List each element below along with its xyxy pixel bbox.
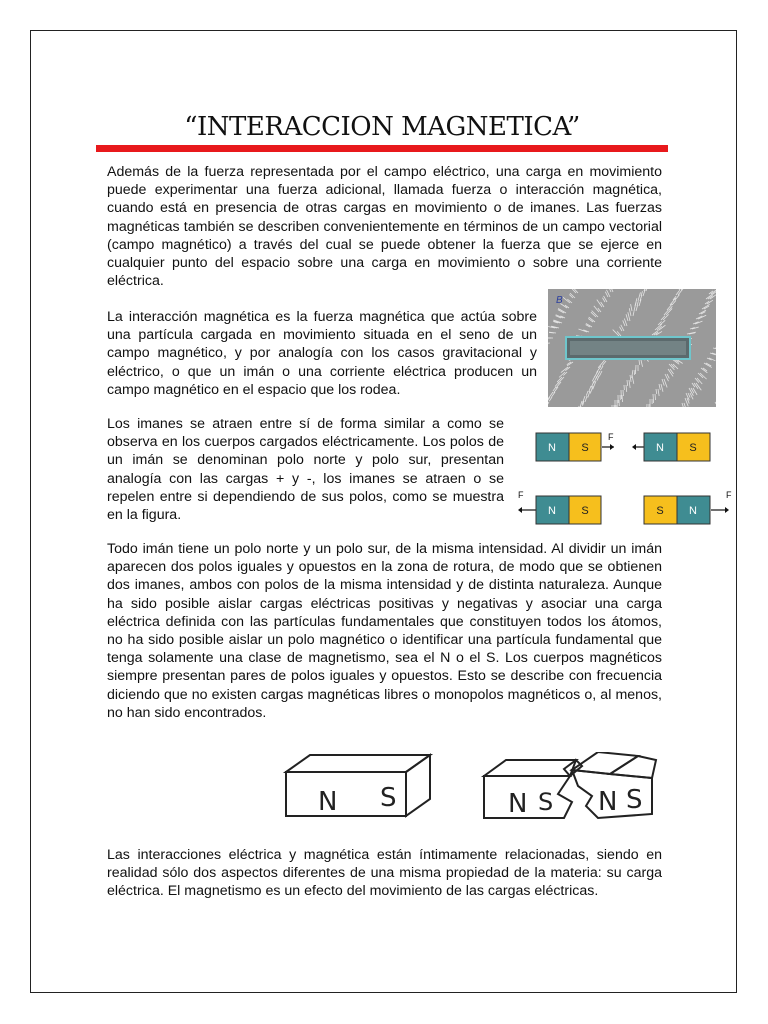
pole-label-n: N bbox=[548, 505, 556, 517]
field-line-stroke bbox=[549, 332, 554, 333]
field-line-stroke bbox=[655, 394, 656, 400]
field-label-b: B bbox=[556, 295, 563, 306]
broken-right-s: S bbox=[626, 785, 643, 815]
page-title: “INTERACCION MAGNETICA” bbox=[184, 112, 580, 142]
paragraph-poles: Los imanes se atraen entre sí de forma similar a como se observa en los cuerpos cargados eléctricamente. Los polos de un imán se denominan polo norte y polo sur, presentan analogía con las cargas + y -, los imanes se atraen o se repelen entre si dependiendo de sus polos, como se muestra en la figura. bbox=[107, 416, 504, 524]
arrow-right-icon bbox=[725, 507, 729, 513]
force-label-f: F bbox=[518, 490, 524, 500]
title-underline bbox=[96, 145, 668, 152]
paragraph-conclusion: Las interacciones eléctrica y magnética están íntimamente relacionadas, siendo en realidad sólo dos aspectos diferentes de una misma propiedad de la materia: su carga eléctrica. El magnetismo es un efecto del movimiento de las cargas eléctricas. bbox=[107, 847, 662, 900]
pole-label-s: S bbox=[689, 442, 697, 454]
paragraph-interaction: La interacción magnética es la fuerza magnética que actúa sobre una partícula cargada en movimiento situada en el seno de un campo magnético, y por analogía con los casos gravitacional y eléctrico, o que un imán o una corriente eléctrica producen un campo magnético en el espacio que los rodea. bbox=[107, 309, 537, 398]
broken-half-left-drawing bbox=[484, 760, 582, 819]
pole-label-s: S bbox=[581, 442, 589, 454]
broken-right-n: N bbox=[598, 787, 618, 817]
force-label-f: F bbox=[608, 432, 614, 442]
magnetic-field-image bbox=[548, 289, 716, 407]
paragraph-division: Todo imán tiene un polo norte y un polo sur, de la misma intensidad. Al dividir un imán aparecen dos polos iguales y opuestos en la zona de rotura, de modo que se obtienen dos imanes, ambos con polos de la misma intensidad y de distinta naturaleza. Aunque ha sido posible aislar cargas eléctricas positivas y negativas y asociar una carga eléctrica definida con las partículas fundamentales que constituyen todos los átomos, no ha sido posible aislar un polo magnético o identificar una partícula fundamental que tenga solamente una clase de magnetismo, sea el N o el S. Los cuerpos magnéticos siempre presentan pares de polos iguales y opuestos. Esto se describe con frecuencia diciendo que no existen cargas magnéticas libres o monopolos magnéticos o, al menos, no han sido encontrados. bbox=[107, 541, 662, 721]
pole-label-n: N bbox=[689, 505, 697, 517]
arrow-left-icon bbox=[632, 444, 636, 450]
broken-half-right-drawing bbox=[572, 752, 656, 818]
whole-magnet-s: S bbox=[380, 783, 397, 813]
force-label-f: F bbox=[726, 490, 732, 500]
broken-left-n: N bbox=[508, 789, 528, 819]
whole-magnet-drawing bbox=[286, 755, 430, 817]
broken-magnet-figure bbox=[280, 752, 660, 834]
broken-left-s: S bbox=[538, 788, 554, 816]
pole-label-s: S bbox=[581, 505, 589, 517]
pole-label-n: N bbox=[656, 442, 664, 454]
paragraph-intro: Además de la fuerza representada por el campo eléctrico, una carga en movimiento puede experimentar una fuerza adicional, llamada fuerza o interacción magnética, cuando está en presencia de otras cargas en movimiento o de imanes. Las fuerzas magnéticas también se describen convenientemente en términos de un campo vectorial (campo magnético) a través del cual se puede obtener la fuerza que se ejerce en cualquier punto del espacio sobre una carga en movimiento o sobre una corriente eléctrica. bbox=[107, 164, 662, 290]
pole-label-s: S bbox=[656, 505, 664, 517]
pole-label-n: N bbox=[548, 442, 556, 454]
whole-magnet-n: N bbox=[318, 787, 338, 817]
magnets-attraction-repulsion-figure bbox=[514, 426, 739, 526]
arrow-left-icon bbox=[518, 507, 522, 513]
field-line-stroke bbox=[635, 365, 636, 374]
field-line-stroke bbox=[622, 395, 623, 402]
arrow-right-icon bbox=[610, 444, 614, 450]
